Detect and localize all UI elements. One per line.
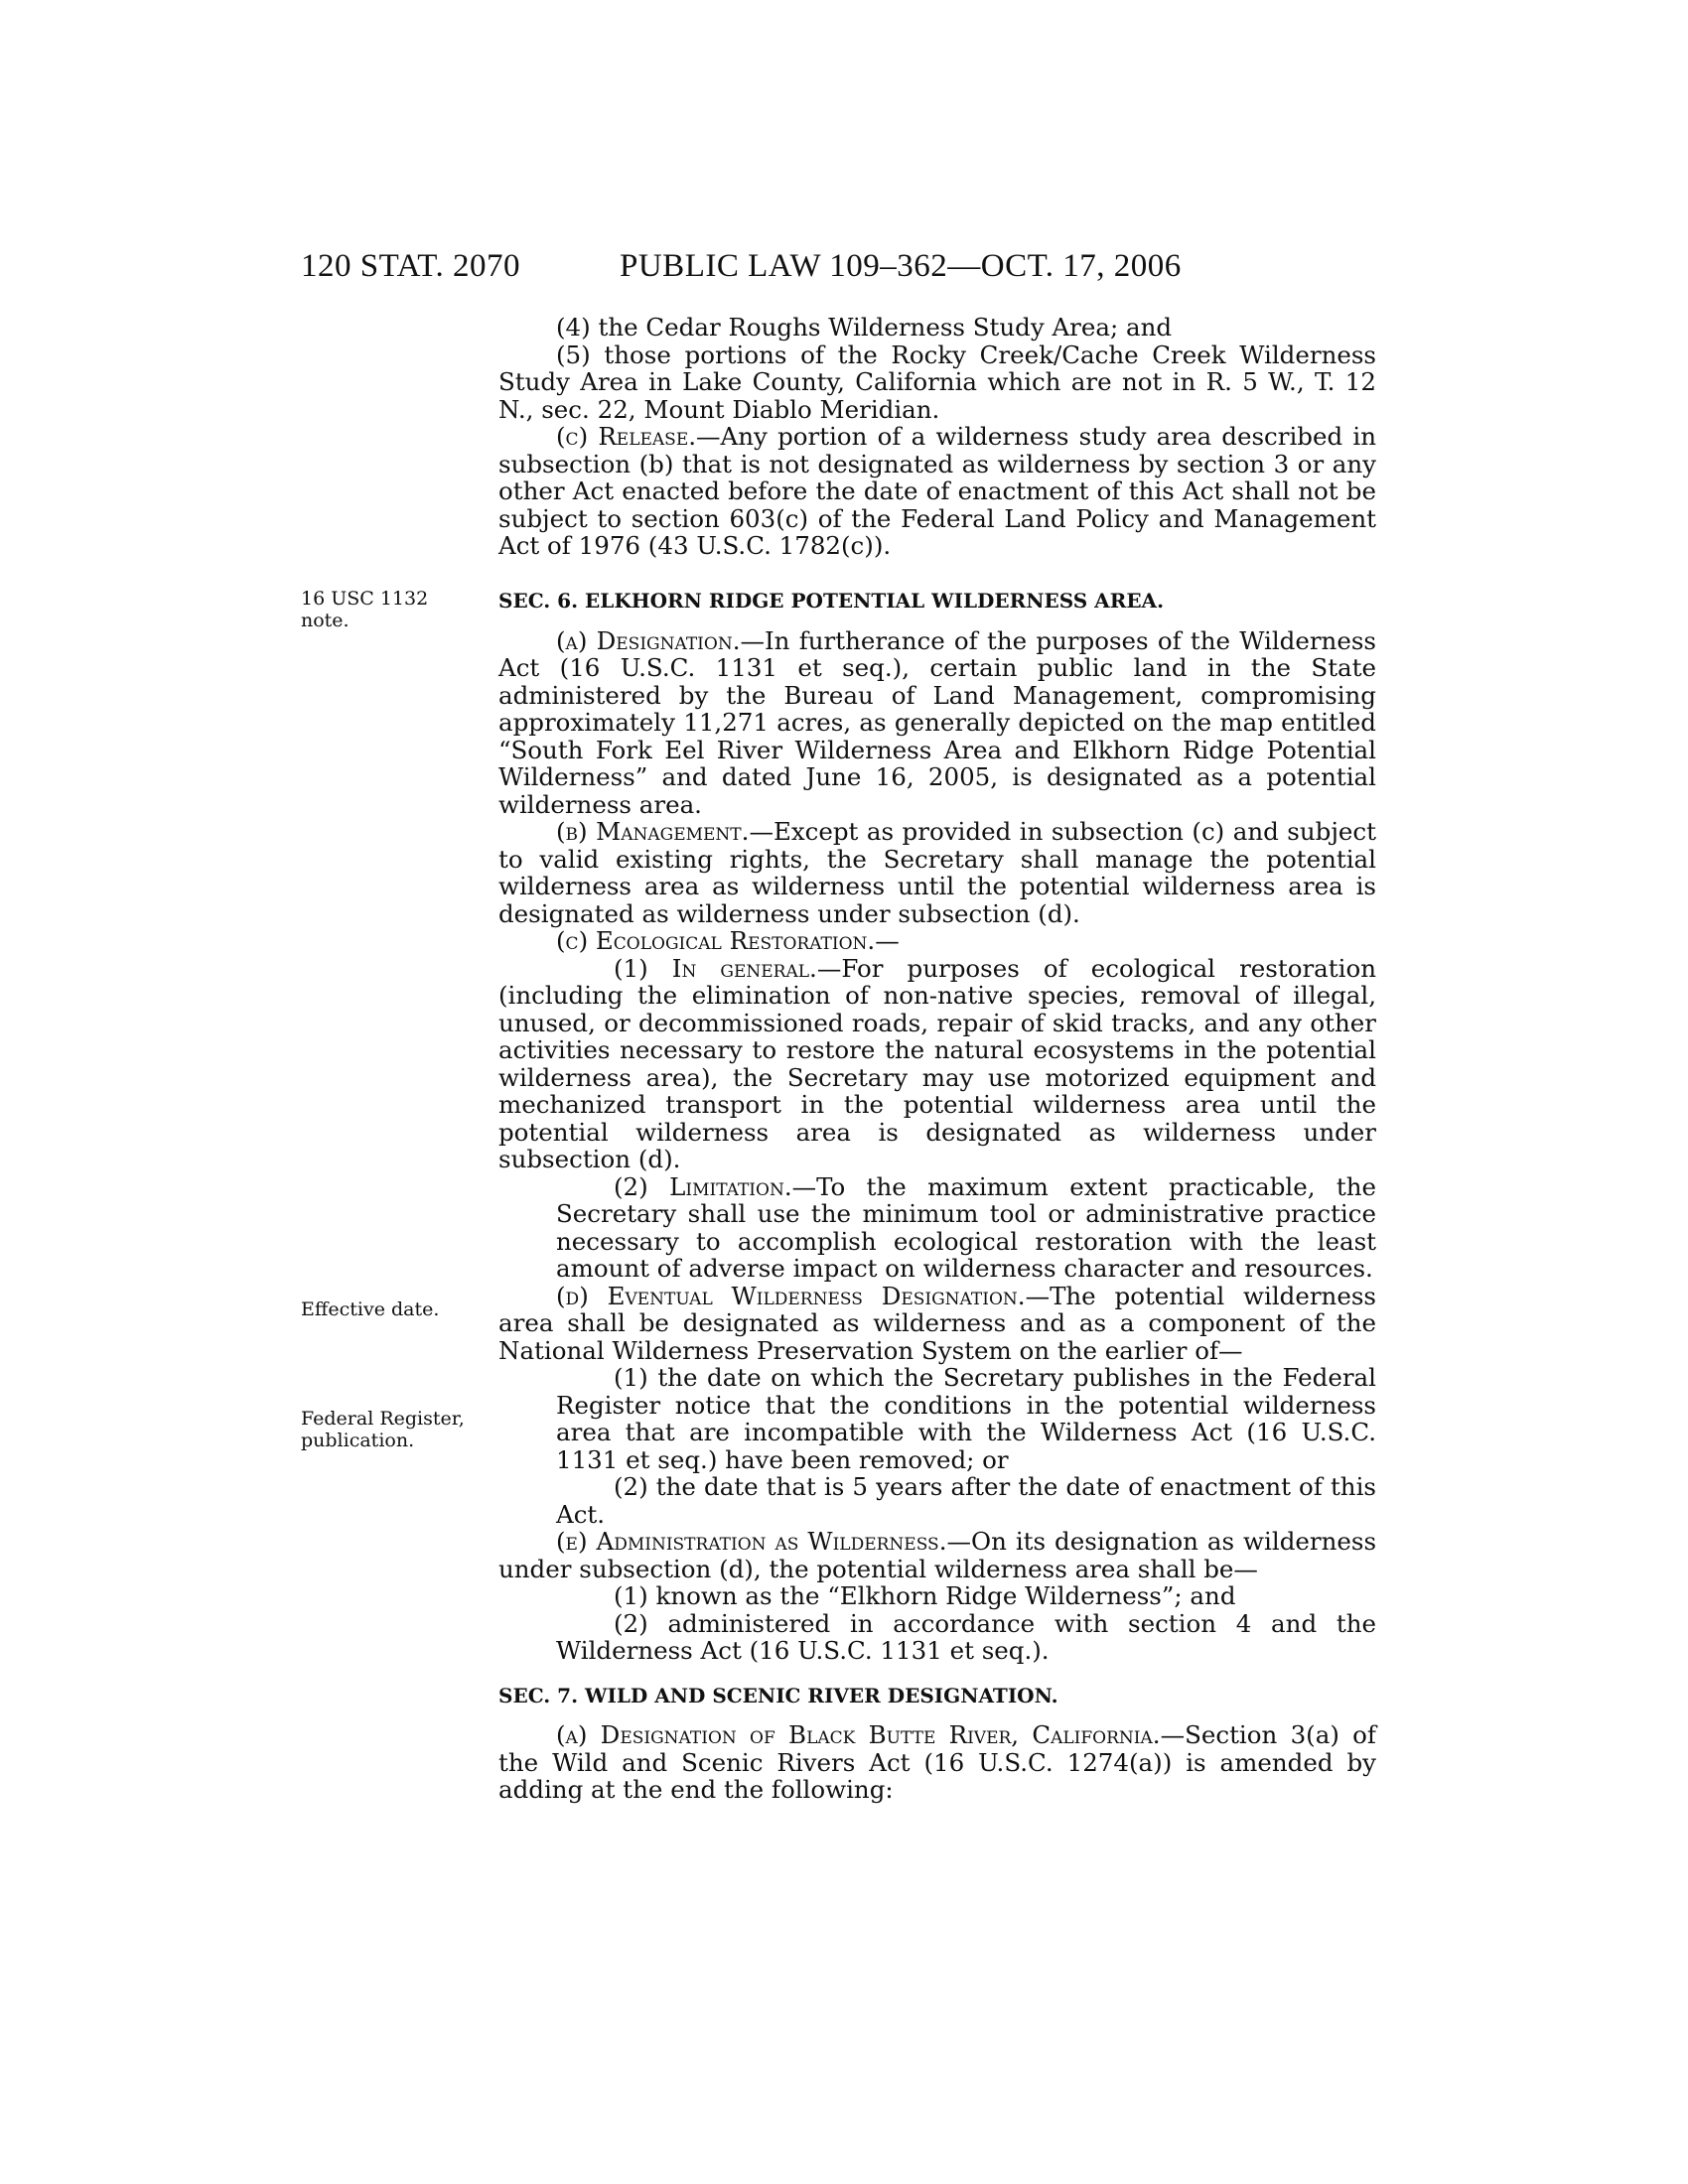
release-heading: (c) Release. xyxy=(556,422,697,451)
paragraph-b5: (5) those portions of the Rocky Creek/Cache Creek Wilderness Study Area in Lake County, California which are not in R. 5 W., T. 12 N., sec. 22, Mount Diablo Meridian. xyxy=(498,340,1376,424)
section-6-heading: SEC. 6. ELKHORN RIDGE POTENTIAL WILDERNESS AREA. xyxy=(498,589,1165,613)
margin-note-federal-register: Federal Register, publication. xyxy=(301,1408,465,1451)
section-6a-body: —In furtherance of the purposes of the Wilderness Act (16 U.S.C. 1131 et seq.), certain public land in the State administered by the Bureau of Land Management, compromising approximately 11,271 acres, as generally depicted on the map entitled “South Fork Eel River Wilderness Area and Elkhorn Ridge Potential Wilderness” and dated June 16, 2005, is designated as a potential wilderness area. xyxy=(498,625,1376,819)
section-6c-heading: (c) Ecological Restoration.— xyxy=(556,926,900,955)
section-6c xyxy=(498,927,1376,955)
section-6d xyxy=(498,1283,1376,1365)
section-6c2 xyxy=(498,1173,1376,1283)
section-6d2: (2) the date that is 5 years after the date of enactment of this Act. xyxy=(556,1472,1376,1529)
body-part-1 xyxy=(498,314,1376,560)
section-7-heading: SEC. 7. WILD AND SCENIC RIVER DESIGNATION. xyxy=(498,1683,1058,1707)
section-6b-body: —Except as provided in subsection (c) and subject to valid existing rights, the Secretary shall manage the potential wilderness area as wilderness until the potential wilderness area is designated as wilderness under subsection (d). xyxy=(498,817,1376,928)
page-law-header: PUBLIC LAW 109–362—OCT. 17, 2006 xyxy=(620,248,1182,284)
section-6 xyxy=(498,588,1376,1804)
section-6c1-heading: (1) In general. xyxy=(614,953,817,983)
section-6d-body: —The potential wilderness area shall be designated as wilderness and as a component of the National Wilderness Preservation System on the earlier of— xyxy=(498,1281,1376,1365)
section-6c2-body: —To the maximum extent practicable, the Secretary shall use the minimum tool or administrative practice necessary to accomplish ecological restoration with the least amount of adverse impact on wilderness character and resources. xyxy=(556,1171,1376,1283)
section-6c1 xyxy=(498,955,1376,1173)
paragraph-b4: (4) the Cedar Roughs Wilderness Study Area; and xyxy=(556,313,1173,341)
section-6d-heading: (d) Eventual Wilderness Designation. xyxy=(556,1281,1026,1310)
release-body: —Any portion of a wilderness study area described in subsection (b) that is not designated as wilderness by section 3 or any other Act enacted before the date of enactment of this Act shall not be subject to section 603(c) of the Federal Land Policy and Management Act of 1976 (43 U.S.C. 1782(c)). xyxy=(498,422,1376,560)
section-6e2: (2) administered in accordance with section 4 and the Wilderness Act (16 U.S.C. 1131 et seq.). xyxy=(556,1608,1376,1665)
section-6e xyxy=(498,1528,1376,1582)
section-6e-heading: (e) Administration as Wilderness. xyxy=(556,1527,947,1556)
margin-note-effective-date: Effective date. xyxy=(301,1298,440,1320)
section-7a xyxy=(498,1721,1376,1804)
page-stat-reference: 120 STAT. 2070 xyxy=(301,248,521,284)
section-6b-heading: (b) Management. xyxy=(556,817,750,846)
section-6b xyxy=(498,818,1376,927)
margin-note-usc: 16 USC 1132 note. xyxy=(301,588,429,631)
section-6c2-heading: (2) Limitation. xyxy=(614,1171,792,1201)
section-6e-body: —On its designation as wilderness under subsection (d), the potential wilderness area shall be— xyxy=(498,1527,1377,1583)
section-6a xyxy=(498,627,1376,819)
section-6d1: (1) the date on which the Secretary publishes in the Federal Register notice that the conditions in the potential wilderness area that are incompatible with the Wilderness Act (16 U.S.C. 1131 et seq.) have been removed; or xyxy=(556,1363,1376,1474)
paragraph-release xyxy=(498,423,1376,560)
section-6c1-body: —For purposes of ecological restoration (including the elimination of non-native species, removal of illegal, unused, or decommissioned roads, repair of skid tracks, and any other activities necessary to restore the natural ecosystems in the potential wilderness area), the Secretary may use motorized equipment and mechanized transport in the potential wilderness area until the potential wilderness area is designated as wilderness under subsection (d). xyxy=(498,953,1376,1173)
section-6e1: (1) known as the “Elkhorn Ridge Wilderness”; and xyxy=(614,1581,1236,1610)
section-7a-heading: (a) Designation of Black Butte River, California. xyxy=(556,1720,1161,1749)
section-6a-heading: (a) Designation. xyxy=(556,625,741,655)
section-7a-body: —Section 3(a) of the Wild and Scenic Rivers Act (16 U.S.C. 1274(a)) is amended by adding at the end the following: xyxy=(498,1720,1376,1804)
